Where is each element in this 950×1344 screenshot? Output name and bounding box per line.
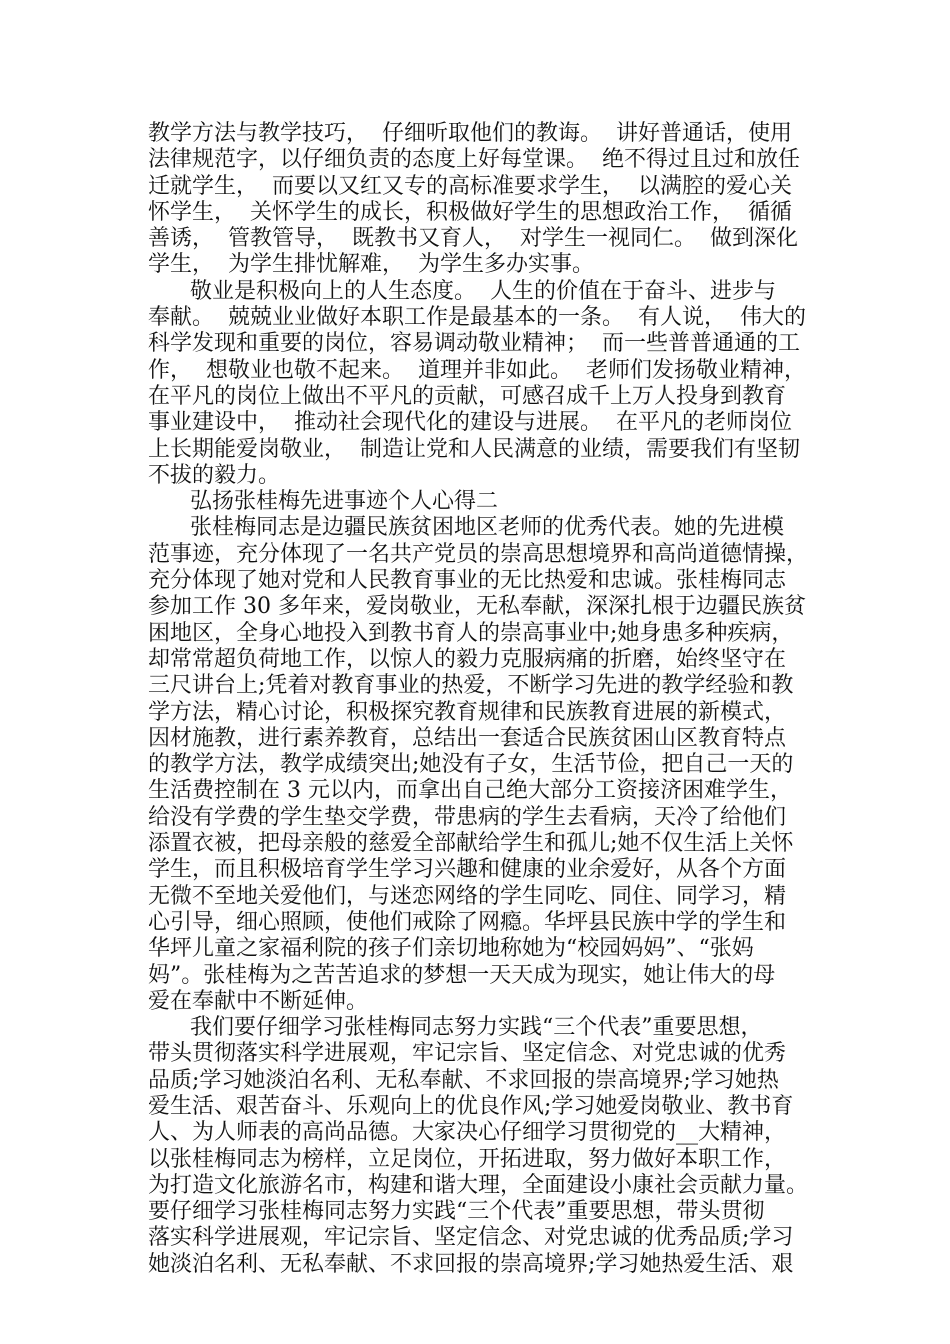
text-line: 法律规范字，以仔细负责的态度上好每堂课。 绝不得过且过和放任	[148, 147, 800, 173]
text-line: 上长期能爱岗敬业， 制造让党和人民满意的业绩，需要我们有坚韧	[148, 436, 800, 462]
text-line: 学方法，精心讨论，积极探究教育规律和民族教育进展的新模式，	[148, 699, 787, 725]
text-line: 充分体现了她对党和人民教育事业的无比热爱和忠诚。张桂梅同志	[148, 568, 787, 594]
text-line: 事业建设中， 推动社会现代化的建设与进展。 在平凡的老师岗位	[148, 410, 792, 436]
text-line: 以张桂梅同志为榜样，立足岗位，开拓进取，努力做好本职工作，	[148, 1146, 787, 1172]
text-line: 善诱， 管教管导， 既教书又育人， 对学生一视同仁。 做到深化	[148, 226, 798, 252]
text-line: 范事迹，充分体现了一名共产党员的崇高思想境界和高尚道德情操，	[148, 541, 809, 567]
text-line: 不拔的毅力。	[148, 462, 281, 488]
text-line: 要仔细学习张桂梅同志努力实践“三个代表”重要思想，带头贯彻	[148, 1199, 765, 1225]
text-line: 却常常超负荷地工作，以惊人的毅力克服病痛的折磨，始终坚守在	[148, 646, 787, 672]
text-line: 品质;学习她淡泊名利、无私奉献、不求回报的崇高境界;学习她热	[148, 1067, 779, 1093]
text-line: 带头贯彻落实科学进展观，牢记宗旨、坚定信念、对党忠诚的优秀	[148, 1041, 787, 1067]
text-line: 为打造文化旅游名市，构建和谐大理，全面建设小康社会贡献力量。	[148, 1172, 809, 1198]
text-line: 教学方法与教学技巧， 仔细听取他们的教诲。 讲好普通话，使用	[148, 121, 792, 146]
document-body	[148, 121, 828, 1278]
text-line: 怀学生， 关怀学生的成长，积极做好学生的思想政治工作， 循循	[148, 199, 792, 225]
text-line: 因材施教，进行素养教育，总结出一套适合民族贫困山区教育特点	[148, 725, 787, 751]
text-line: 华坪儿童之家福利院的孩子们亲切地称她为“校园妈妈”、“张妈	[148, 936, 754, 962]
text-line: 爱生活、艰苦奋斗、乐观向上的优良作风;学习她爱岗敬业、教书育	[148, 1093, 794, 1119]
text-line: 她淡泊名利、无私奉献、不求回报的崇高境界;学习她热爱生活、艰	[148, 1251, 794, 1277]
text-line: 迁就学生， 而要以又红又专的高标准要求学生， 以满腔的爱心关	[148, 173, 792, 199]
text-line: 妈”。张桂梅为之苦苦追求的梦想一天天成为现实，她让伟大的母	[148, 962, 776, 988]
text-line: 的教学方法，教学成绩突出;她没有子女，生活节俭，把自己一天的	[148, 752, 794, 778]
text-line: 三尺讲台上;凭着对教育事业的热爱，不断学习先进的教学经验和教	[148, 673, 794, 699]
text-line: 给没有学费的学生垫交学费，带患病的学生去看病，天冷了给他们	[148, 804, 787, 830]
text-line: 参加工作 30 多年来，爱岗敬业，无私奉献，深深扎根于边疆民族贫	[148, 594, 806, 620]
text-line: 落实科学进展观，牢记宗旨、坚定信念、对党忠诚的优秀品质;学习	[148, 1225, 794, 1251]
text-line: 学生，而且积极培育学生学习兴趣和健康的业余爱好，从各个方面	[148, 857, 787, 883]
text-line: 学生， 为学生排忧解难， 为学生多办实事。	[148, 252, 594, 278]
text-line: 作， 想敬业也敬不起来。 道理并非如此。 老师们发扬敬业精神，	[148, 357, 806, 383]
text-line: 我们要仔细学习张桂梅同志努力实践“三个代表”重要思想，	[148, 1015, 763, 1041]
text-line: 爱在奉献中不断延伸。	[148, 988, 369, 1014]
text-line: 奉献。 兢兢业业做好本职工作是最基本的一条。 有人说， 伟大的	[148, 305, 806, 331]
text-line: 添置衣被，把母亲般的慈爱全部献给学生和孤儿;她不仅生活上关怀	[148, 831, 794, 857]
text-line: 在平凡的岗位上做出不平凡的贡献，可感召成千上万人投身到教育	[148, 383, 787, 409]
text-line: 科学发现和重要的岗位，容易调动敬业精神； 而一些普普通通的工	[148, 331, 800, 357]
text-line: 张桂梅同志是边疆民族贫困地区老师的优秀代表。她的先进模	[148, 515, 784, 541]
text-line: 敬业是积极向上的人生态度。 人生的价值在于奋斗、进步与	[148, 278, 776, 304]
text-line: 弘扬张桂梅先进事迹个人心得二	[148, 489, 498, 515]
text-line: 生活费控制在 3 元以内，而拿出自己绝大部分工资接济困难学生，	[148, 778, 792, 804]
text-line: 心引导，细心照顾，使他们戒除了网瘾。华坪县民族中学的学生和	[148, 909, 787, 935]
text-line: 无微不至地关爱他们，与迷恋网络的学生同吃、同住、同学习，精	[148, 883, 787, 909]
text-line: 困地区，全身心地投入到教书育人的崇高事业中;她身患多种疾病，	[148, 620, 794, 646]
text-line: 人、为人师表的高尚品德。大家决心仔细学习贯彻党的__大精神，	[148, 1120, 787, 1146]
